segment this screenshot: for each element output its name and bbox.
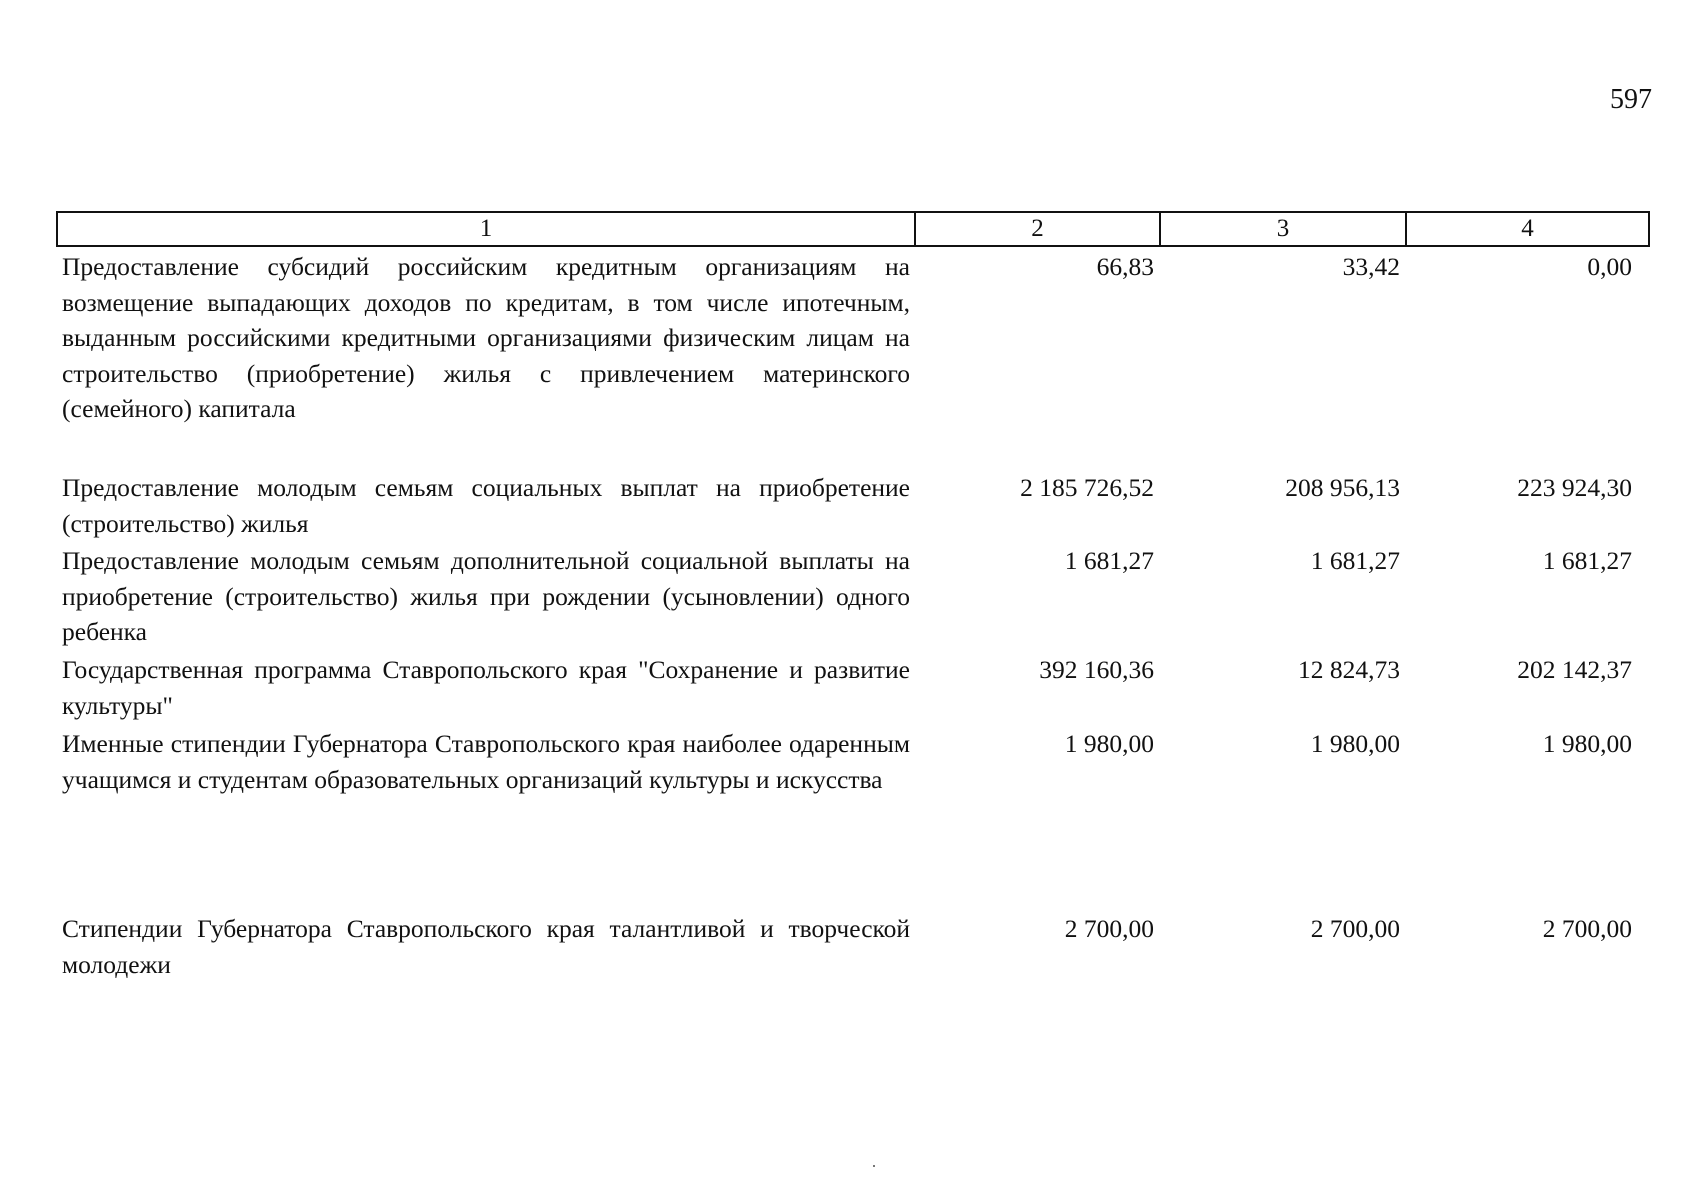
row-description: Стипендии Губернатора Ставропольского края талантливой и творческой молодежи bbox=[62, 914, 910, 979]
row-description: Предоставление молодым семьям социальных выплат на приобретение (строительство) жилья bbox=[62, 473, 910, 538]
row-value-col-3: 1 980,00 bbox=[1310, 729, 1400, 758]
table-row bbox=[62, 726, 1652, 797]
row-value-col-4: 1 681,27 bbox=[1542, 546, 1632, 575]
row-value-col-2: 1 681,27 bbox=[1064, 546, 1154, 575]
row-value-col-2: 66,83 bbox=[1096, 252, 1154, 281]
row-value-col-3: 2 700,00 bbox=[1310, 914, 1400, 943]
row-description: Предоставление молодым семьям дополнительной социальной выплаты на приобретение (строительство) жилья при рождении (усыновлении) одного ребенка bbox=[62, 546, 910, 646]
row-value-col-2: 2 700,00 bbox=[1064, 914, 1154, 943]
row-value-col-3: 208 956,13 bbox=[1285, 473, 1400, 502]
row-value-col-2: 2 185 726,52 bbox=[1020, 473, 1154, 502]
row-description: Государственная программа Ставропольского края "Сохранение и развитие культуры" bbox=[62, 655, 910, 720]
row-value-col-2: 1 980,00 bbox=[1064, 729, 1154, 758]
header-col-4: 4 bbox=[1405, 213, 1648, 245]
table-row bbox=[62, 911, 1652, 982]
row-value-col-4: 2 700,00 bbox=[1542, 914, 1632, 943]
table-header bbox=[56, 211, 1650, 247]
header-col-3: 3 bbox=[1159, 213, 1405, 245]
row-description: Предоставление субсидий российским кредитным организациям на возмещение выпадающих доходов по кредитам, в том числе ипотечным, выданным российскими кредитными организациями физическим лицам на строительство (приобретение) жилья с привлечением материнского (семейного) капитала bbox=[62, 252, 910, 423]
row-value-col-2: 392 160,36 bbox=[1039, 655, 1154, 684]
table-row bbox=[62, 470, 1652, 541]
row-value-col-4: 223 924,30 bbox=[1517, 473, 1632, 502]
scan-dot-mark bbox=[873, 1165, 875, 1167]
row-value-col-4: 0,00 bbox=[1587, 252, 1632, 281]
row-value-col-3: 12 824,73 bbox=[1298, 655, 1400, 684]
table-row bbox=[62, 543, 1652, 650]
header-col-2: 2 bbox=[914, 213, 1159, 245]
page-number: 597 bbox=[1610, 84, 1652, 115]
table-row bbox=[62, 652, 1652, 723]
row-value-col-3: 1 681,27 bbox=[1310, 546, 1400, 575]
row-value-col-3: 33,42 bbox=[1342, 252, 1400, 281]
header-col-1: 1 bbox=[479, 215, 493, 242]
row-description: Именные стипендии Губернатора Ставропольского края наиболее одаренным учащимся и студентам образовательных организаций культуры и искусства bbox=[62, 729, 910, 794]
row-value-col-4: 202 142,37 bbox=[1517, 655, 1632, 684]
table-row bbox=[62, 249, 1652, 427]
row-value-col-4: 1 980,00 bbox=[1542, 729, 1632, 758]
